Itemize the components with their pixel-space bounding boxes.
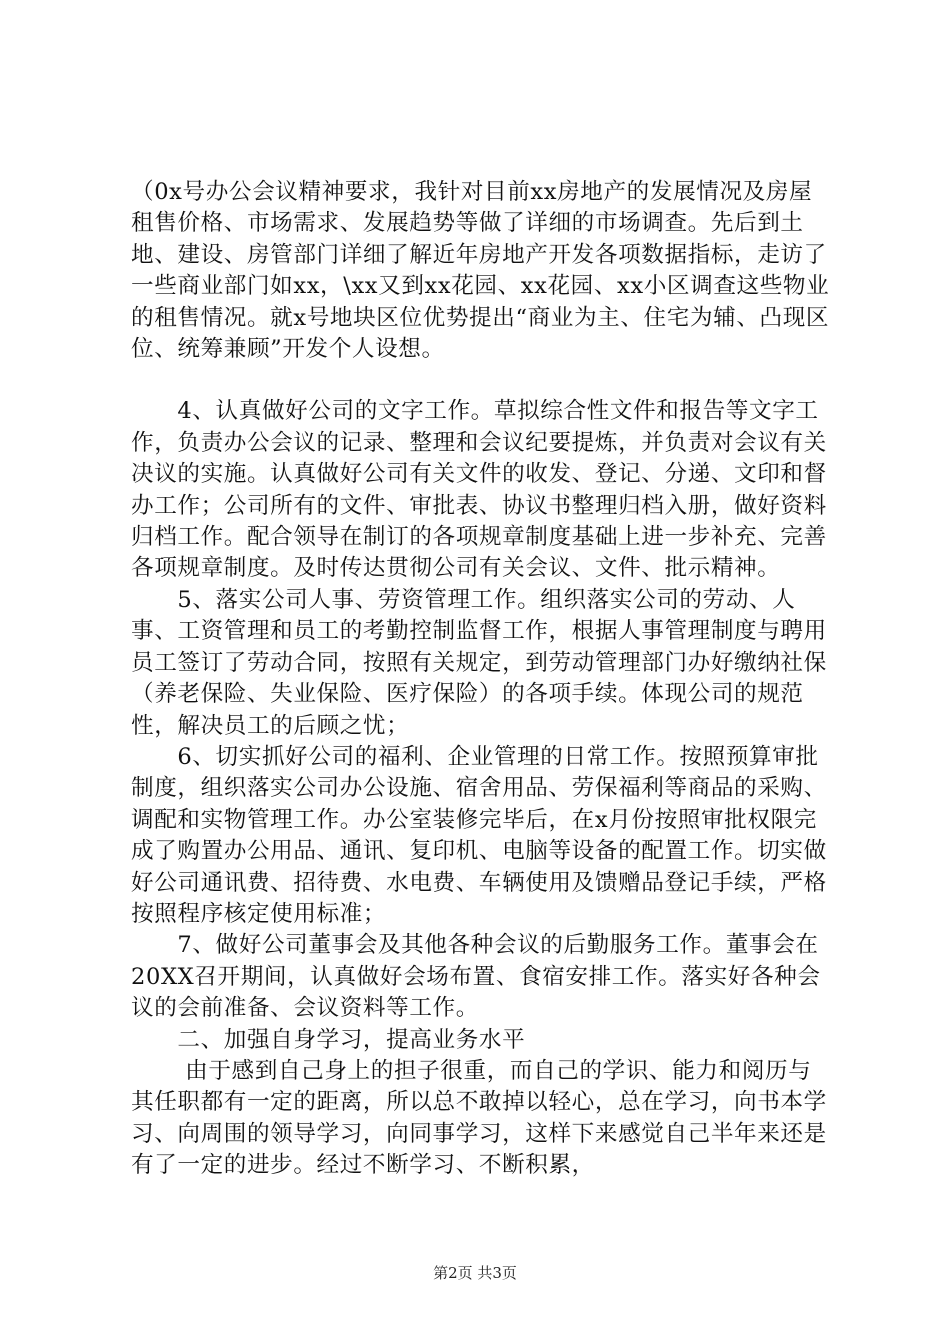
paragraph-item-6: 6、切实抓好公司的福利、企业管理的日常工作。按照预算审批制度，组织落实公司办公设施、宿舍用品、劳保福利等商品的采购、调配和实物管理工作。办公室装修完毕后，在x月份按照审批权限完成了购置办公用品、通讯、复印机、电脑等设备的配置工作。切实做好公司通讯费、招待费、水电费、车辆使用及馈赠品登记手续，严格按照程序核定使用标准； — [131, 743, 827, 927]
paragraph-intro: （0x号办公会议精神要求，我针对目前xx房地产的发展情况及房屋租售价格、市场需求、发展趋势等做了详细的市场调查。先后到土地、建设、房管部门详细了解近年房地产开发各项数据指标，走访了一些商业部门如xx，\xx又到xx花园、xx花园、xx小区调查这些物业的租售情况。就x号地块区位优势提出“商业为主、住宅为辅、凸现区位、统筹兼顾”开发个人设想。 — [131, 179, 830, 363]
document-body — [131, 177, 831, 1182]
paragraph-item-7: 7、做好公司董事会及其他各种会议的后勤服务工作。董事会在20XX召开期间，认真做好会场布置、食宿安排工作。落实好各种会议的会前准备、会议资料等工作。 — [131, 932, 821, 1022]
paragraph-study: 由于感到自己身上的担子很重，而自己的学识、能力和阅历与其任职都有一定的距离，所以总不敢掉以轻心，总在学习，向书本学习、向周围的领导学习，向同事学习，这样下来感觉自己半年来还是有了一定的进步。经过不断学习、不断积累， — [131, 1057, 827, 1179]
paragraph-gap — [131, 365, 831, 396]
page-footer: 第2页 共3页 — [433, 1264, 517, 1282]
section-heading: 二、加强自身学习，提高业务水平 — [131, 1026, 526, 1053]
paragraph-item-5: 5、落实公司人事、劳资管理工作。组织落实公司的劳动、人事、工资管理和员工的考勤控制监督工作，根据人事管理制度与聘用员工签订了劳动合同，按照有关规定，到劳动管理部门办好缴纳社保（养老保险、失业保险、医疗保险）的各项手续。体现公司的规范性，解决员工的后顾之忧； — [131, 586, 827, 739]
paragraph-item-4: 4、认真做好公司的文字工作。草拟综合性文件和报告等文字工作，负责办公会议的记录、整理和会议纪要提炼，并负责对会议有关决议的实施。认真做好公司有关文件的收发、登记、分递、文印和督办工作；公司所有的文件、审批表、协议书整理归档入册，做好资料归档工作。配合领导在制订的各项规章制度基础上进一步补充、完善各项规章制度。及时传达贯彻公司有关会议、文件、批示精神。 — [131, 398, 827, 582]
